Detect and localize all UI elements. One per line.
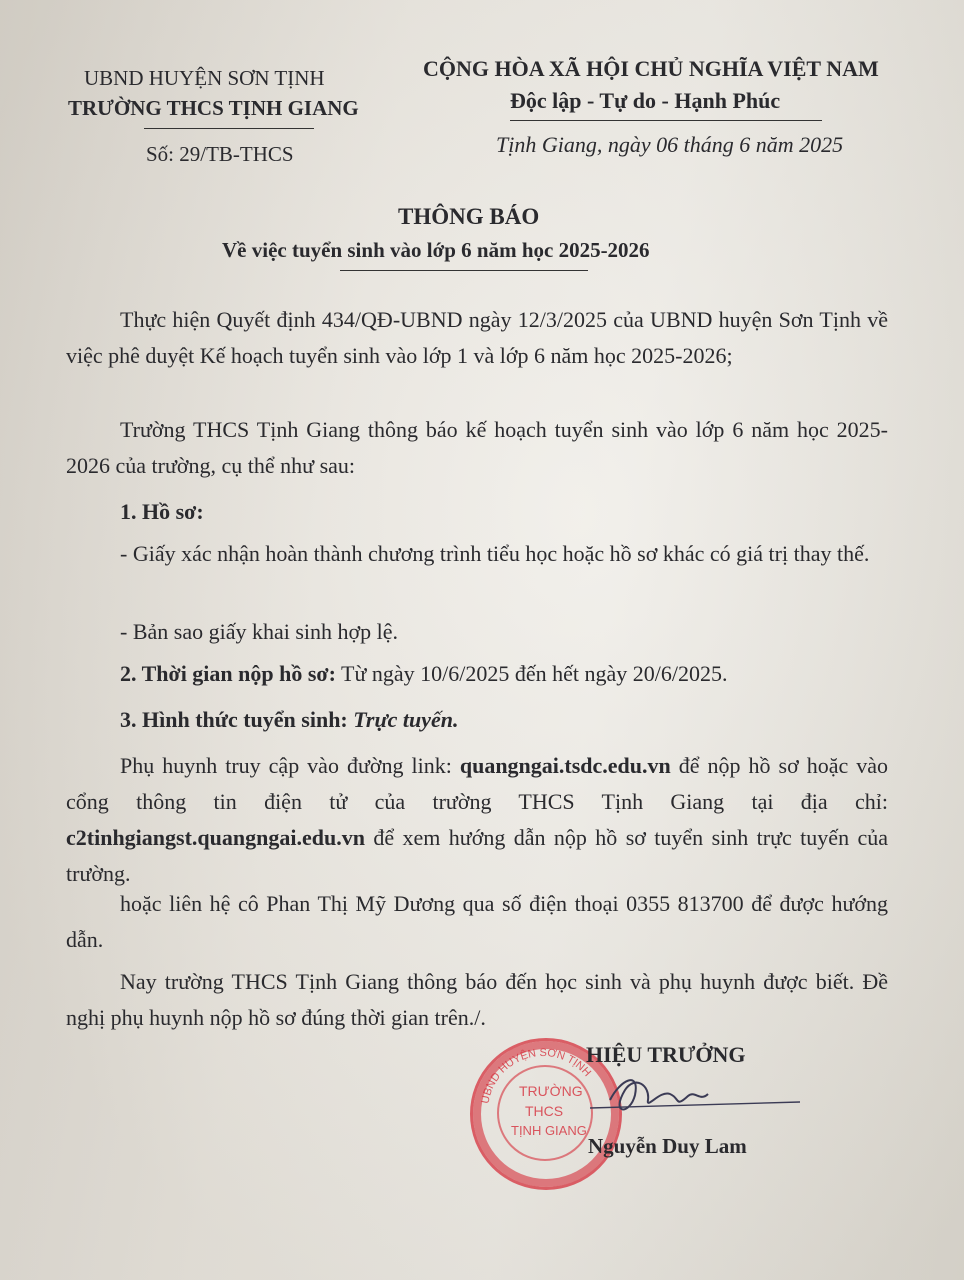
paragraph-link: [66, 748, 888, 892]
announce-text: Trường THCS Tịnh Giang thông báo kế hoạch tuyển sinh vào lớp 6 năm học 2025-2026 của trường, cụ thể như sau:: [66, 417, 888, 478]
place-date: Tịnh Giang, ngày 06 tháng 6 năm 2025: [496, 132, 844, 157]
contact-text: hoặc liên hệ cô Phan Thị Mỹ Dương qua số điện thoại 0355 813700 để được hướng dẫn.: [66, 891, 888, 952]
country-title: CỘNG HÒA XÃ HỘI CHỦ NGHĨA VIỆT NAM: [423, 56, 879, 81]
section-1-heading: 1. Hồ sơ:: [120, 499, 204, 524]
signer-name: Nguyễn Duy Lam: [588, 1134, 747, 1158]
item-2: - Bản sao giấy khai sinh hợp lệ.: [120, 619, 399, 644]
handwritten-signature: [580, 1060, 820, 1130]
org-underline: [144, 128, 314, 129]
item-1-text: - Giấy xác nhận hoàn thành chương trình tiểu học hoặc hồ sơ khác có giá trị thay thế.: [120, 541, 870, 566]
link-tsdc[interactable]: quangngai.tsdc.edu.vn: [459, 753, 671, 778]
stamp-line-3: TỊNH GIANG: [511, 1123, 587, 1138]
org-line-2: TRƯỜNG THCS TỊNH GIANG: [68, 96, 359, 120]
paragraph-announce: [66, 412, 888, 484]
notice-subject: Về việc tuyển sinh vào lớp 6 năm học 2025-2026: [222, 238, 650, 262]
doc-number: Số: 29/TB-THCS: [146, 142, 294, 166]
link-school-portal[interactable]: c2tinhgiangst.quangngai.edu.vn: [66, 825, 365, 850]
notice-title: THÔNG BÁO: [398, 204, 540, 229]
stamp-line-2: THCS: [525, 1103, 564, 1119]
section-3: [120, 702, 459, 738]
section-2-heading: 2. Thời gian nộp hồ sơ:: [120, 661, 336, 686]
subject-underline: [340, 270, 588, 271]
paragraph-contact: [66, 886, 888, 958]
section-3-heading: 3. Hình thức tuyển sinh:: [120, 707, 348, 732]
motto: Độc lập - Tự do - Hạnh Phúc: [510, 88, 781, 113]
paragraph-closing: [66, 964, 888, 1036]
closing-text: Nay trường THCS Tịnh Giang thông báo đến học sinh và phụ huynh được biết. Đề nghị phụ huynh nộp hồ sơ đúng thời gian trên./.: [66, 969, 888, 1030]
signer-position: HIỆU TRƯỞNG: [586, 1042, 746, 1067]
org-line-1: UBND HUYỆN SƠN TỊNH: [84, 66, 325, 90]
stamp-ring-label: UBND HUYỆN SƠN TỊNH: [479, 1046, 594, 1105]
section-2: [120, 656, 728, 692]
link-pre-text: Phụ huynh truy cập vào đường link:: [120, 753, 460, 778]
motto-underline: [510, 120, 822, 121]
section-2-text: Từ ngày 10/6/2025 đến hết ngày 20/6/2025.: [341, 661, 728, 686]
link-post-text: để xem hướng dẫn nộp hồ sơ tuyển sinh trực tuyến của trường.: [66, 825, 888, 886]
stamp-line-1: TRƯỜNG: [519, 1083, 583, 1099]
item-1: [66, 536, 888, 572]
intro-text: Thực hiện Quyết định 434/QĐ-UBND ngày 12/3/2025 của UBND huyện Sơn Tịnh về việc phê duyệt Kế hoạch tuyển sinh vào lớp 1 và lớp 6 năm học 2025-2026;: [66, 307, 888, 368]
section-3-text: Trực tuyến.: [353, 707, 459, 732]
paragraph-intro: [66, 302, 888, 374]
link-mid-text: để nộp hồ sơ hoặc vào cổng thông tin điện tử của trường THCS Tịnh Giang tại địa chỉ:: [66, 753, 888, 814]
